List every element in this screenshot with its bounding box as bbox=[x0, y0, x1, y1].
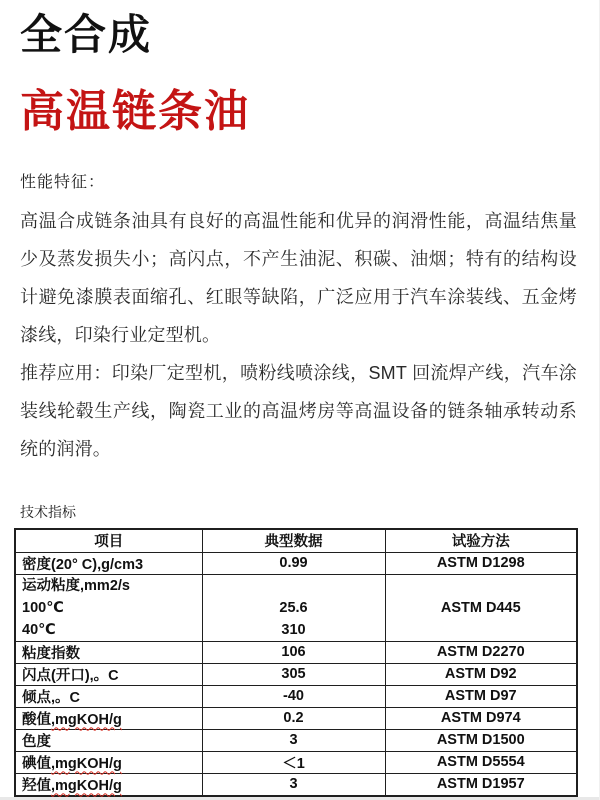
cell-item bbox=[15, 751, 202, 773]
header-item: 项目 bbox=[15, 529, 202, 552]
table-row-acid-value bbox=[15, 707, 577, 729]
table-row-flash-point bbox=[15, 663, 577, 685]
cell-value: 106 bbox=[202, 641, 385, 663]
viscosity-value-40: 310 bbox=[281, 621, 306, 638]
cell-value: 3 bbox=[202, 729, 385, 751]
viscosity-temp-100: 100℃ bbox=[22, 599, 64, 616]
table-row-color bbox=[15, 729, 577, 751]
item-unit-misspelled: ,mgKOH/g bbox=[51, 711, 122, 728]
item-unit-misspelled: ,mgKOH/g bbox=[51, 777, 122, 794]
cell-value: ＜1 bbox=[202, 751, 385, 773]
cell-method: ASTM D1298 bbox=[385, 552, 577, 574]
cell-method: ASTM D974 bbox=[385, 707, 577, 729]
item-name: 酸值 bbox=[22, 711, 51, 728]
page-title-black: 全合成 bbox=[20, 11, 153, 58]
specs-table bbox=[14, 528, 578, 797]
header-test-method: 试验方法 bbox=[385, 529, 577, 552]
table-header-row bbox=[15, 529, 577, 552]
cell-value bbox=[202, 574, 385, 641]
header-typical-value: 典型数据 bbox=[202, 529, 385, 552]
cell-value: 0.99 bbox=[202, 552, 385, 574]
cell-item bbox=[15, 773, 202, 796]
cell-method: ASTM D1957 bbox=[385, 773, 577, 796]
cell-value: 0.2 bbox=[202, 707, 385, 729]
item-name: 碘值 bbox=[22, 755, 51, 772]
tech-specs-label: 技术指标 bbox=[20, 504, 76, 520]
cell-method: ASTM D97 bbox=[385, 685, 577, 707]
cell-item: 密度(20° C),g/cm3 bbox=[15, 552, 202, 574]
cell-item bbox=[15, 707, 202, 729]
item-name: 羟值 bbox=[22, 777, 51, 794]
cell-item: 粘度指数 bbox=[15, 641, 202, 663]
cell-method: ASTM D1500 bbox=[385, 729, 577, 751]
cell-value: 305 bbox=[202, 663, 385, 685]
performance-paragraph: 高温合成链条油具有良好的高温性能和优异的润滑性能，高温结焦量少及蒸发损失小；高闪点，不产生油泥、积碳、油烟；特有的结构设计避免漆膜表面缩孔、红眼等缺陷，广泛应用于汽车涂装线、五金烤漆线，印染行业定型机。 bbox=[20, 211, 577, 345]
cell-method: ASTM D5554 bbox=[385, 751, 577, 773]
cell-method: ASTM D92 bbox=[385, 663, 577, 685]
cell-value: -40 bbox=[202, 685, 385, 707]
cell-item: 闪点(开口),。C bbox=[15, 663, 202, 685]
cell-method: ASTM D2270 bbox=[385, 641, 577, 663]
table-row-viscosity-index bbox=[15, 641, 577, 663]
cell-item: 色度 bbox=[15, 729, 202, 751]
performance-heading: 性能特征： bbox=[20, 174, 106, 191]
table-row-hydroxyl-value bbox=[15, 773, 577, 796]
viscosity-label: 运动粘度,mm2/s bbox=[22, 577, 130, 594]
cell-item bbox=[15, 574, 202, 641]
table-row-density bbox=[15, 552, 577, 574]
page-title-red: 高温链条油 bbox=[20, 87, 250, 136]
item-unit-misspelled: ,mgKOH/g bbox=[51, 755, 122, 772]
cell-value: 3 bbox=[202, 773, 385, 796]
application-paragraph: 推荐应用：印染厂定型机，喷粉线喷涂线，SMT 回流焊产线，汽车涂装线轮毂生产线，陶瓷工业的高温烤房等高温设备的链条轴承转动系统的润滑。 bbox=[20, 363, 577, 459]
cell-method: ASTM D445 bbox=[385, 574, 577, 641]
viscosity-value-blank bbox=[209, 575, 379, 597]
viscosity-value-100: 25.6 bbox=[279, 599, 308, 616]
cell-item: 倾点,。C bbox=[15, 685, 202, 707]
table-row-iodine-value bbox=[15, 751, 577, 773]
table-row-viscosity bbox=[15, 574, 577, 641]
table-row-pour-point bbox=[15, 685, 577, 707]
viscosity-temp-40: 40℃ bbox=[22, 621, 56, 638]
